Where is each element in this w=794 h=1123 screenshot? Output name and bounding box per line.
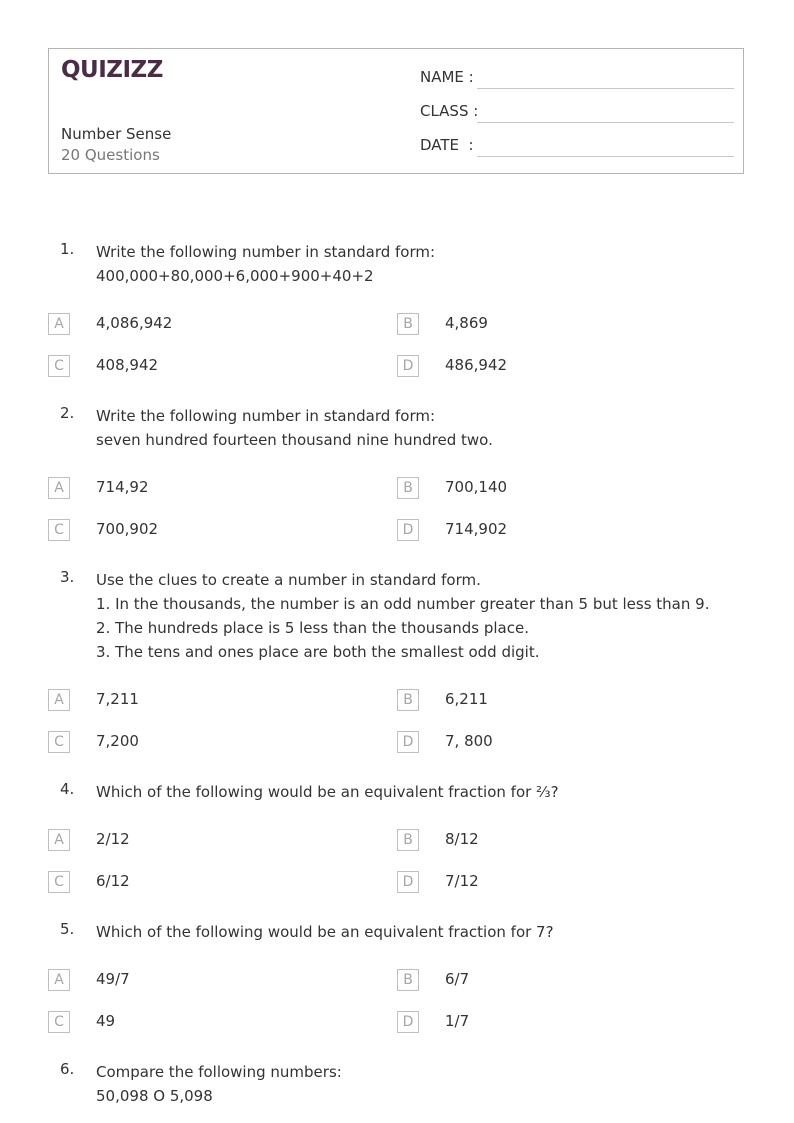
- option-text: 6/7: [445, 970, 470, 988]
- option-letter-box: D: [397, 871, 419, 893]
- option-text: 7, 800: [445, 732, 493, 750]
- question-text: Write the following number in standard form: seven hundred fourteen thousand nine hundred two.: [96, 407, 493, 449]
- option-letter-box: C: [48, 731, 70, 753]
- option-letter-box: B: [397, 829, 419, 851]
- date-field: [420, 134, 734, 158]
- option-text: 408,942: [96, 356, 159, 374]
- option-text: 700,902: [96, 520, 159, 538]
- question-text: Use the clues to create a number in standard form. 1. In the thousands, the number is an odd number greater than 5 but less than 9. 2. The hundreds place is 5 less than the thousands place. 3. The tens and ones place are both the smallest odd digit.: [96, 571, 710, 661]
- question-number: 4.: [60, 780, 75, 798]
- option-text: 2/12: [96, 830, 130, 848]
- quizizz-logo: QUIZIZZ: [61, 57, 163, 83]
- class-label: CLASS :: [420, 102, 479, 120]
- question-text: Write the following number in standard form: 400,000+80,000+6,000+900+40+2: [96, 243, 436, 285]
- question-number: 2.: [60, 404, 75, 422]
- option-letter-box: C: [48, 355, 70, 377]
- name-field: [420, 66, 734, 90]
- option-text: 714,92: [96, 478, 149, 496]
- option-text: 700,140: [445, 478, 508, 496]
- option-text: 7,200: [96, 732, 139, 750]
- question-text: Compare the following numbers: 50,098 O 5,098: [96, 1063, 342, 1105]
- option-letter-box: D: [397, 519, 419, 541]
- class-line[interactable]: [477, 122, 734, 123]
- question-count: 20 Questions: [61, 146, 160, 164]
- option-text: 7/12: [445, 872, 479, 890]
- option-letter-box: A: [48, 969, 70, 991]
- question-text: Which of the following would be an equivalent fraction for 7?: [96, 923, 554, 941]
- option-letter-box: D: [397, 355, 419, 377]
- option-letter-box: A: [48, 477, 70, 499]
- option-text: 49/7: [96, 970, 130, 988]
- option-text: 486,942: [445, 356, 508, 374]
- option-text: 6,211: [445, 690, 488, 708]
- name-line[interactable]: [477, 88, 734, 89]
- option-letter-box: C: [48, 871, 70, 893]
- option-text: 714,902: [445, 520, 508, 538]
- option-letter-box: B: [397, 477, 419, 499]
- option-letter-box: C: [48, 1011, 70, 1033]
- question-number: 3.: [60, 568, 75, 586]
- option-text: 6/12: [96, 872, 130, 890]
- option-letter-box: B: [397, 313, 419, 335]
- option-letter-box: D: [397, 1011, 419, 1033]
- name-label: NAME :: [420, 68, 474, 86]
- option-text: 8/12: [445, 830, 479, 848]
- option-text: 7,211: [96, 690, 139, 708]
- class-field: [420, 100, 734, 124]
- option-letter-box: D: [397, 731, 419, 753]
- worksheet-title: Number Sense: [61, 125, 172, 143]
- option-letter-box: A: [48, 689, 70, 711]
- question-number: 5.: [60, 920, 75, 938]
- option-letter-box: A: [48, 313, 70, 335]
- option-text: 4,086,942: [96, 314, 173, 332]
- option-letter-box: B: [397, 689, 419, 711]
- question-number: 1.: [60, 240, 75, 258]
- option-letter-box: B: [397, 969, 419, 991]
- option-text: 4,869: [445, 314, 488, 332]
- option-text: 49: [96, 1012, 116, 1030]
- question-number: 6.: [60, 1060, 75, 1078]
- option-letter-box: C: [48, 519, 70, 541]
- worksheet-header: [48, 48, 744, 174]
- question-text: Which of the following would be an equivalent fraction for ⅔?: [96, 783, 559, 801]
- option-text: 1/7: [445, 1012, 470, 1030]
- option-letter-box: A: [48, 829, 70, 851]
- date-label: DATE :: [420, 136, 474, 154]
- date-line[interactable]: [477, 156, 734, 157]
